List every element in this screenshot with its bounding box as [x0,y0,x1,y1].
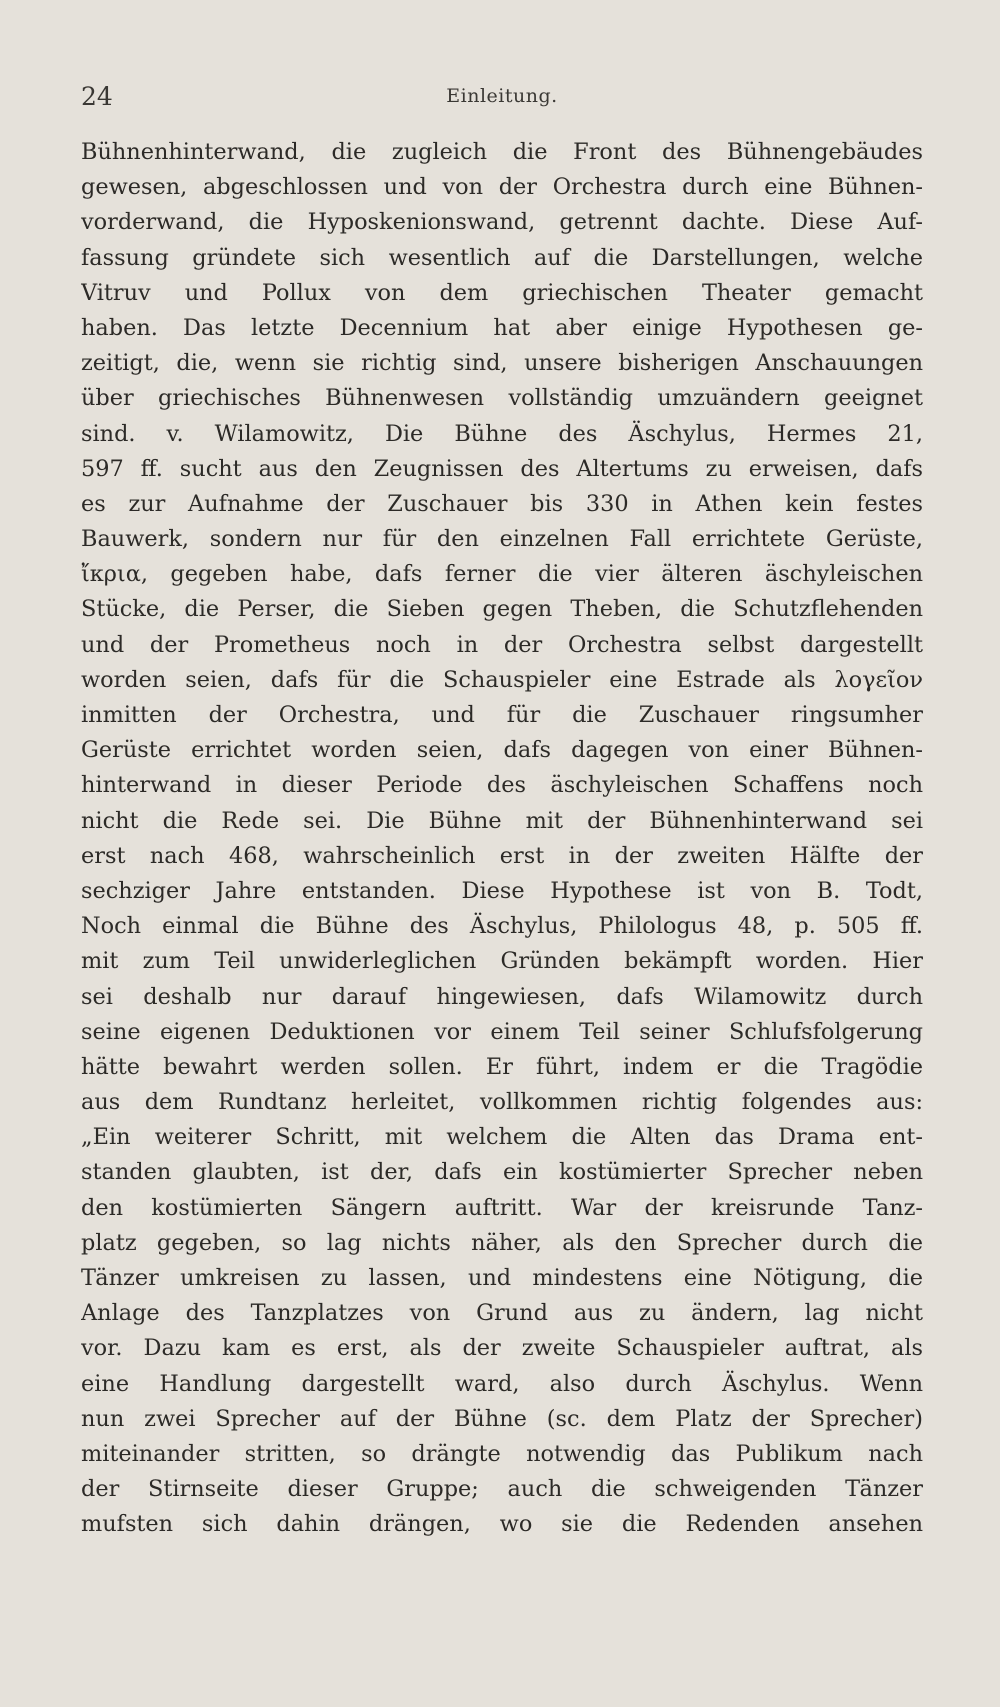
running-head: Einleitung. [446,85,558,107]
text-line: eine Handlung dargestellt ward, also durch Äschylus. Wenn [81,1370,923,1397]
text-line: „Ein weiterer Schritt, mit welchem die Alten das Drama ent- [81,1124,923,1151]
text-line: Anlage des Tanzplatzes von Grund aus zu ändern, lag nicht [81,1300,923,1327]
text-line: mufsten sich dahin drängen, wo sie die Redenden ansehen [81,1511,923,1538]
text-line: der Stirnseite dieser Gruppe; auch die schweigenden Tänzer [81,1476,923,1503]
text-line: miteinander stritten, so drängte notwendig das Publikum nach [81,1440,923,1467]
text-line: über griechisches Bühnenwesen vollständig umzuändern geeignet [81,385,923,412]
body-text [81,135,923,1543]
text-line: Bauwerk, sondern nur für den einzelnen Fall errichtete Gerüste, [81,526,923,553]
text-line: 597 ff. sucht aus den Zeugnissen des Altertums zu erweisen, dafs [81,455,923,482]
text-line: Vitruv und Pollux von dem griechischen Theater gemacht [81,279,923,306]
text-line: und der Prometheus noch in der Orchestra selbst dargestellt [81,631,923,658]
text-line: Gerüste errichtet worden seien, dafs dagegen von einer Bühnen- [81,737,923,764]
text-line: Tänzer umkreisen zu lassen, und mindestens eine Nötigung, die [81,1265,923,1291]
text-line: vor. Dazu kam es erst, als der zweite Schauspieler auftrat, als [81,1335,923,1362]
text-line: seine eigenen Deduktionen vor einem Teil seiner Schlufsfolgerung [81,1018,923,1045]
text-line: hätte bewahrt werden sollen. Er führt, indem er die Tragödie [81,1053,923,1080]
text-line: mit zum Teil unwiderleglichen Gründen bekämpft worden. Hier [81,948,923,975]
text-line: fassung gründete sich wesentlich auf die Darstellungen, welche [81,244,923,271]
text-line: es zur Aufnahme der Zuschauer bis 330 in Athen kein festes [81,490,923,517]
text-line: sind. v. Wilamowitz, Die Bühne des Äschylus, Hermes 21, [81,420,923,447]
text-line: standen glaubten, ist der, dafs ein kostümierter Sprecher neben [81,1159,923,1186]
text-line: vorderwand, die Hyposkenionswand, getrennt dachte. Diese Auf- [81,209,923,236]
text-line: haben. Das letzte Decennium hat aber einige Hypothesen ge- [81,314,923,341]
text-line: erst nach 468, wahrscheinlich erst in der zweiten Hälfte der [81,842,923,869]
text-line: platz gegeben, so lag nichts näher, als den Sprecher durch die [81,1229,923,1256]
page-number: 24 [81,82,113,111]
page-header [81,82,923,118]
text-line: inmitten der Orchestra, und für die Zuschauer ringsumher [81,702,923,728]
text-line: worden seien, dafs für die Schauspieler eine Estrade als λογεῖον [81,666,923,693]
text-line: nun zwei Sprecher auf der Bühne (sc. dem Platz der Sprecher) [81,1405,923,1432]
text-line: aus dem Rundtanz herleitet, vollkommen richtig folgendes aus: [81,1089,923,1116]
text-line: sechziger Jahre entstanden. Diese Hypothese ist von B. Todt, [81,877,923,904]
text-line: hinterwand in dieser Periode des äschyleischen Schaffens noch [81,772,923,799]
text-line: zeitigt, die, wenn sie richtig sind, unsere bisherigen Anschauungen [81,350,923,377]
text-line: Noch einmal die Bühne des Äschylus, Philologus 48, p. 505 ff. [81,913,923,940]
text-line: gewesen, abgeschlossen und von der Orchestra durch eine Bühnen- [81,174,923,201]
text-line: Bühnenhinterwand, die zugleich die Front des Bühnengebäudes [81,139,923,165]
text-line: sei deshalb nur darauf hingewiesen, dafs Wilamowitz durch [81,983,923,1010]
text-line: ἴκρια, gegeben habe, dafs ferner die vier älteren äschyleischen [81,561,923,588]
text-line: den kostümierten Sängern auftritt. War der kreisrunde Tanz- [81,1194,923,1221]
text-line: Stücke, die Perser, die Sieben gegen Theben, die Schutzflehenden [81,596,923,623]
text-line: nicht die Rede sei. Die Bühne mit der Bühnenhinterwand sei [81,807,923,834]
